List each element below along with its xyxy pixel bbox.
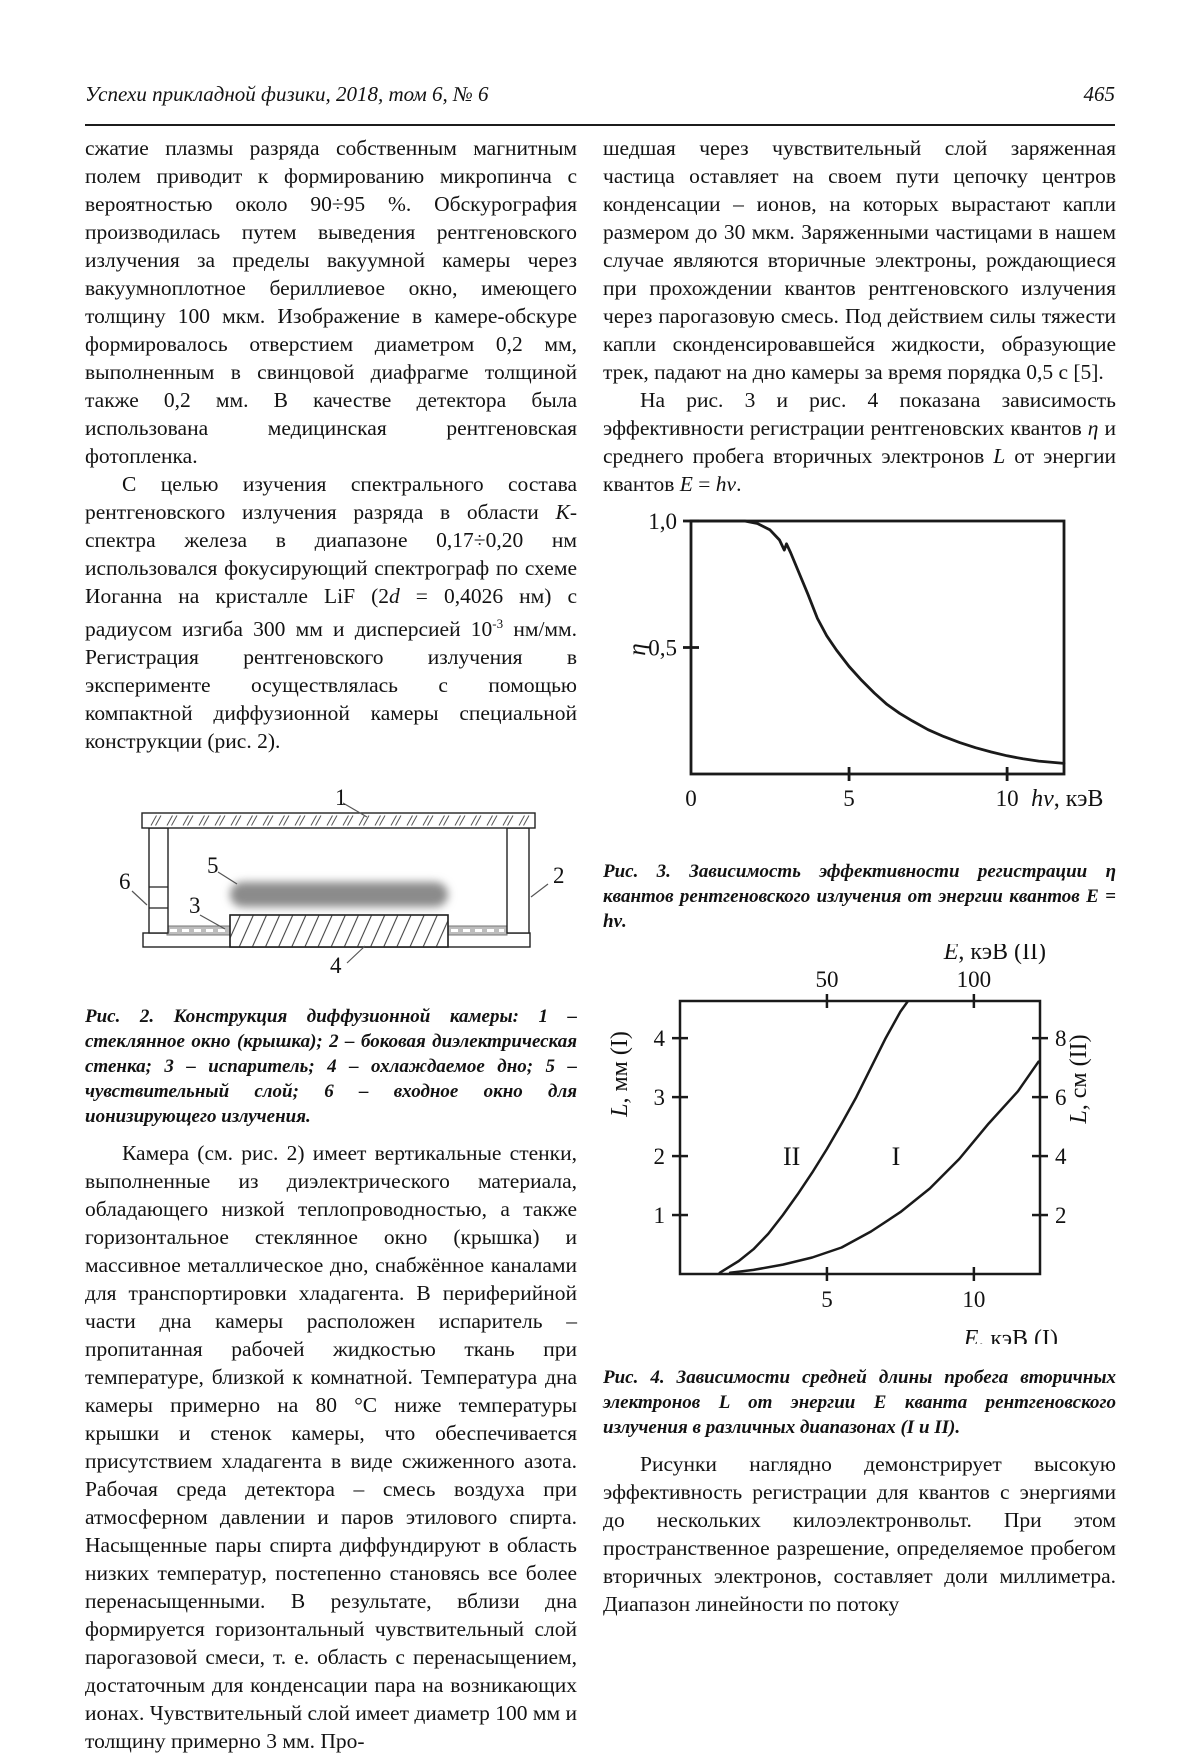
- fig4-right-tick: 6: [1055, 1085, 1067, 1111]
- text-run-italic: hν: [715, 472, 737, 496]
- paragraph-spectrograph: [85, 470, 577, 755]
- text-run-italic: K: [555, 500, 570, 524]
- text-run: нм/мм. Регистрация рентгеновского излучения в эксперименте осуществлялась с помощью компактной диффузионной камеры специальной конструкции (рис. 2).: [85, 617, 578, 754]
- page-header: [85, 82, 1115, 107]
- text-run: На рис. 3 и рис. 4 показана зависимость эффективности регистрации рентгеновских квантов: [603, 388, 1116, 440]
- figure4-caption: Рис. 4. Зависимости средней длины пробега вторичных электронов L от энергии E кванта рентгеновского излучения в различных диапазонах (I и II).: [603, 1367, 1116, 1438]
- text-run-italic: L: [993, 444, 1006, 468]
- fig4-left-tick: 4: [653, 1026, 665, 1052]
- fig2-sensitive-layer: [230, 882, 448, 907]
- fig2-label-3: 3: [189, 893, 201, 919]
- fig3-xtick-label: 5: [843, 786, 855, 811]
- text-run-italic: η: [1087, 416, 1099, 440]
- text-run: = 0,4026 нм) с радиусом изгиба 300 мм и дисперсией 10: [85, 584, 577, 642]
- page-number: 465: [1083, 82, 1115, 106]
- fig3-ytick-label: 0,5: [648, 635, 677, 661]
- fig4-bottom-tick: 5: [821, 1287, 833, 1312]
- fig3-xtick-label: 10: [995, 786, 1019, 811]
- text-superscript: -3: [492, 616, 504, 631]
- paragraph-chamber-description: Камера (см. рис. 2) имеет вертикальные стенки, выполненные из диэлектрического материала, обладающего низкой теплопроводностью, а также горизонтальное стеклянное окно (крышка) и массивное металлическое дно, снабжённое каналами для транспортировки хладагента. В периферийной части дна камеры расположен испаритель – пропитанная рабочей жидкостью ткань при температуре, близкой к комнатной. Температура дна камеры примерно на 80 °С ниже температуры крышки и стенок камеры, что обеспечивается присутствием хладагента в виде сжиженного азота. Рабочая среда детектора – смесь воздуха при атмосферном давлении и паров этилового спирта. Насыщенные пары спирта диффундируют в область низких температур, постепенно становясь все более перенасыщенными. В результате, вблизи дна формируется горизонтальный чувствительный слой парогазовой смеси, т. е. область с перенасыщением, достаточным для конденсации пара на возникающих ионах. Чувствительный слой имеет диаметр 100 мм и толщину примерно 3 мм. Про-: [85, 1141, 577, 1754]
- fig4-left-tick: 2: [653, 1144, 665, 1170]
- header-rule: [85, 124, 1115, 126]
- fig2-cooled-bottom: [230, 915, 448, 947]
- efficiency-vs-energy-chart: [603, 506, 1116, 838]
- text-run: -спектра железа в диапазоне 0,17÷0,20 нм использовался фокусирующий спектрограф по схеме Иоганна на кристалле LiF (2: [85, 500, 577, 608]
- fig3-plot-frame: [691, 521, 1064, 774]
- fig4-right-axis-label: L, см (II): [1066, 1034, 1092, 1124]
- fig3-y-axis-label: η: [624, 643, 651, 656]
- fig3-xtick-label: 0: [685, 786, 697, 811]
- left-column: [85, 134, 577, 1755]
- text-run: =: [692, 472, 716, 496]
- fig2-label-5: 5: [207, 853, 219, 879]
- text-run: С целью изучения спектрального состава рентгеновского излучения разряда в области: [85, 472, 577, 524]
- text-run: и среднего пробега вторичных электронов: [603, 416, 1116, 468]
- fig4-left-tick: 3: [653, 1085, 665, 1111]
- fig4-plot-frame: [680, 1001, 1040, 1274]
- chart-fig3: [603, 506, 1116, 845]
- fig4-top-axis-label: E, кэВ (II): [943, 944, 1046, 965]
- text-run: от энергии квантов: [603, 444, 1116, 496]
- paragraph-conclusion: Рисунки наглядно демонстрирует высокую эффективность регистрации для квантов с энергиями до нескольких килоэлектронвольт. При этом пространственное разрешение, определяемое пробегом вторичных электронов, составляет доли миллиметра. Диапазон линейности по потоку: [603, 1452, 1116, 1616]
- fig4-series-label-I: I: [891, 1141, 901, 1171]
- fig2-label-6: 6: [119, 869, 131, 895]
- fig2-label-1: 1: [335, 785, 347, 811]
- fig4-bottom-axis-label: E, кэВ (I): [963, 1326, 1058, 1344]
- range-vs-energy-chart: [603, 944, 1116, 1344]
- text-run: .: [736, 472, 742, 496]
- fig2-left-wall: [149, 828, 168, 933]
- fig2-label-2: 2: [553, 863, 565, 889]
- fig4-top-tick: 50: [815, 967, 839, 992]
- diffusion-chamber-schematic: [85, 777, 577, 983]
- fig3-efficiency-curve: [691, 521, 1064, 763]
- fig4-right-tick: 8: [1055, 1026, 1067, 1052]
- journal-title: Успехи прикладной физики, 2018, том 6, № 6: [85, 82, 489, 106]
- fig4-bottom-tick: 10: [962, 1287, 986, 1312]
- fig4-top-tick: 100: [956, 967, 992, 992]
- figure2-caption: Рис. 2. Конструкция диффузионной камеры: 1 – стеклянное окно (крышка); 2 – боковая диэлектрическая стенка; 3 – испаритель; 4 – охлаждаемое дно; 5 – чувствительный слой; 6 – входное окно для ионизирующего излучения.: [85, 1006, 577, 1128]
- text-run-italic: E: [679, 472, 693, 496]
- fig4-right-tick: 2: [1055, 1203, 1067, 1229]
- fig4-curve-II: [720, 1001, 908, 1273]
- figure2-diagram: [85, 777, 577, 990]
- fig4-right-tick: 4: [1055, 1144, 1067, 1170]
- fig4-left-axis-label: L, мм (I): [607, 1031, 633, 1117]
- fig3-x-axis-label: hν, кэВ: [1031, 786, 1104, 812]
- figure3-caption: Рис. 3. Зависимость эффективности регистрации η квантов рентгеновского излучения от энергии квантов E = hν.: [603, 861, 1116, 932]
- text-run-italic: d: [389, 584, 400, 608]
- paragraph-tracks: шедшая через чувствительный слой заряженная частица оставляет на своем пути цепочку центров конденсации – ионов, на которых вырастают капли размером до 30 мкм. Заряженными частицами в нашем случае являются вторичные электроны, рождающиеся при прохождении квантов рентгеновского излучения через парогазовую смесь. Под действием силы тяжести капли сконденсировавшейся жидкости, образующие трек, падают на дно камеры за время порядка 0,5 с [5].: [603, 136, 1116, 384]
- fig3-ytick-label: 1,0: [648, 509, 677, 534]
- fig2-glass-window: [142, 813, 535, 828]
- fig2-label-4: 4: [330, 953, 342, 979]
- right-column: [603, 134, 1116, 1618]
- fig4-left-tick: 1: [653, 1203, 665, 1229]
- paragraph-figures-intro: [603, 386, 1116, 498]
- fig2-right-wall: [507, 828, 529, 933]
- fig4-curve-I: [730, 1062, 1039, 1273]
- fig4-series-label-II: II: [783, 1141, 801, 1171]
- chart-fig4: [603, 944, 1116, 1351]
- paragraph-compression: сжатие плазмы разряда собственным магнитным полем приводит к формированию микропинча с вероятностью около 90÷95 %. Обскурография производилась путем выведения рентгеновского излучения за пределы вакуумной камеры через вакуумноплотное бериллиевое окно, имеющего толщину 100 мкм. Изображение в камере-обскуре формировалось отверстием диаметром 0,2 мм, выполненным в свинцовой диафрагме толщиной также 0,2 мм. В качестве детектора была использована медицинская рентгеновская фотопленка.: [85, 136, 577, 468]
